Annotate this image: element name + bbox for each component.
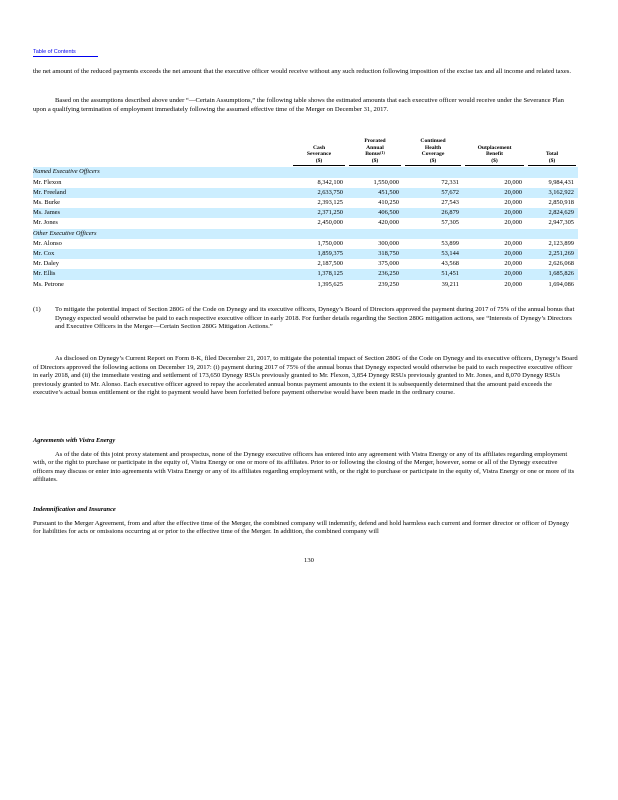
cell-outplacement: 20,000 <box>504 219 522 227</box>
cell-outplacement: 20,000 <box>504 280 522 288</box>
officer-name: Mr. Ellis <box>33 269 291 279</box>
table-row <box>33 239 578 249</box>
cell-outplacement: 20,000 <box>463 208 526 218</box>
table-row <box>33 259 578 269</box>
footnote-ref: (1) <box>380 150 385 156</box>
table-row <box>33 198 578 208</box>
section-row-named <box>33 167 578 177</box>
footnote-text: To mitigate the potential impact of Section 280G of the Code on Dynegy and its executive officers, Dynegy’s Board of Directors approved the payment during 2017 of 75% of the annual bonus that Dynegy expected would otherwise be paid to each respective executive officer in early 2018. For further details regarding the Section 280G mitigation actions, see “Interests of Dynegy’s Directors and Executive Officers in the Merger—Certain Section 280G Mitigation Actions.” <box>55 306 575 331</box>
indemnification-heading: Indemnification and Insurance <box>33 506 116 513</box>
officer-name: Mr. Freeland <box>33 188 291 198</box>
cell-bonus: 451,500 <box>347 188 403 198</box>
cell-outplacement: 20,000 <box>504 178 522 186</box>
indemnification-section <box>33 506 578 537</box>
officer-name: Ms. Petrone <box>33 280 64 288</box>
cell-cash: 8,342,100 <box>317 178 343 186</box>
cell-cash: 2,393,125 <box>317 198 343 206</box>
cell-health: 53,144 <box>403 249 463 259</box>
cell-total: 2,947,305 <box>548 219 574 227</box>
cell-cash: 1,378,125 <box>291 269 347 279</box>
cell-total: 2,850,918 <box>548 198 574 206</box>
table-row <box>33 280 578 290</box>
form-8k-paragraph: As disclosed on Dynegy’s Current Report on Form 8-K, filed December 21, 2017, to mitigate the potential impact of Section 280G of the Code on Dynegy and its executive officers, Dynegy’s Board of Directors approved the following actions on December 19, 2017: (i) payment during 2017 of 75% of the annual bonus that Dynegy expected would otherwise be paid to each respective executive officer in early 2018, and (ii) the immediate vesting and settlement of 173,650 Dynegy RSUs previously granted to Mr. Flexon, 3,854 Dynegy RSUs previously granted to Mr. Jones, and 8,070 Dynegy RSUs previously granted to Mr. Alonso. Each executive officer agreed to repay the accelerated annual bonus payment amounts to the extent it is subsequently determined that the amount paid exceeds the executive’s actual bonus entitlement or the right to payment would have been forfeited before payment otherwise would have been made in the ordinary course. <box>33 355 578 397</box>
intro-paragraph-2: Based on the assumptions described above under “—Certain Assumptions,” the following table shows the estimated amounts that each executive officer would receive under the Severance Plan upon a qualifying termination of employment immediately following the assumed effective time of the Merger on December 31, 2017. <box>33 97 564 113</box>
vistra-heading: Agreements with Vistra Energy <box>33 437 116 444</box>
cell-total: 2,824,629 <box>526 208 578 218</box>
cell-health: 27,543 <box>441 198 459 206</box>
header-outplacement: Outplacement Benefit ($) <box>463 138 526 167</box>
intro-paragraph-1: the net amount of the reduced payments exceeds the net amount that the executive officer would receive without any such reduction following imposition of the excise tax and all income and related taxes. <box>33 68 572 75</box>
cell-bonus: 375,000 <box>378 260 399 268</box>
footnote-marker: (1) <box>33 306 41 313</box>
cell-total: 2,123,899 <box>548 239 574 247</box>
table-header-row <box>33 138 578 167</box>
cell-outplacement: 20,000 <box>504 198 522 206</box>
header-prorated-bonus: Prorated Annual Bonus$^{(1)}$ ($) <box>347 138 403 167</box>
intro-table-lead <box>33 97 578 114</box>
table-row <box>33 269 578 279</box>
officer-name: Ms. James <box>33 208 291 218</box>
cell-bonus: 318,750 <box>347 249 403 259</box>
cell-outplacement: 20,000 <box>504 239 522 247</box>
cell-health: 26,879 <box>403 208 463 218</box>
cell-health: 57,305 <box>441 219 459 227</box>
section-row-other <box>33 229 578 239</box>
severance-table-container <box>33 138 578 290</box>
cell-bonus: 1,550,000 <box>373 178 399 186</box>
table-row <box>33 249 578 259</box>
cell-health: 51,451 <box>403 269 463 279</box>
intro-continuation <box>33 68 578 77</box>
cell-outplacement: 20,000 <box>463 269 526 279</box>
officer-name: Mr. Alonso <box>33 239 62 247</box>
cell-outplacement: 20,000 <box>463 249 526 259</box>
cell-bonus: 420,000 <box>378 219 399 227</box>
cell-outplacement: 20,000 <box>463 188 526 198</box>
header-total: Total ($) <box>526 138 578 167</box>
cell-cash: 2,371,250 <box>291 208 347 218</box>
cell-total: 1,685,826 <box>526 269 578 279</box>
cell-bonus: 239,250 <box>378 280 399 288</box>
cell-cash: 2,187,500 <box>317 260 343 268</box>
form-8k-section <box>33 355 578 398</box>
indemnification-paragraph: Pursuant to the Merger Agreement, from and after the effective time of the Merger, the combined company will indemnify, defend and hold harmless each current and former director or officer of Dynegy for liabilities for acts or omissions occurring at or prior to the effective time of the Merger. In addition, the combined company will <box>33 519 570 536</box>
cell-cash: 1,395,625 <box>317 280 343 288</box>
cell-total: 9,984,431 <box>548 178 574 186</box>
cell-outplacement: 20,000 <box>504 260 522 268</box>
footnote-1 <box>33 306 578 332</box>
cell-total: 2,251,269 <box>526 249 578 259</box>
header-name-col <box>33 138 291 167</box>
table-row <box>33 178 578 188</box>
cell-bonus: 406,500 <box>347 208 403 218</box>
section-label: Named Executive Officers <box>33 167 578 177</box>
officer-name: Ms. Burke <box>33 198 60 206</box>
header-health-coverage: Continued Health Coverage ($) <box>403 138 463 167</box>
table-row <box>33 188 578 198</box>
cell-bonus: 410,250 <box>378 198 399 206</box>
table-row <box>33 208 578 218</box>
vistra-section <box>33 437 578 485</box>
severance-table <box>33 138 578 290</box>
vistra-paragraph: As of the date of this joint proxy statement and prospectus, none of the Dynegy executive officers has entered into any agreement with Vistra Energy or any of its affiliates regarding employment with, or the right to purchase or participate in the equity of, Vistra Energy or one or more of its affiliates. Prior to or following the closing of the Merger, however, some or all of the Dynegy executive officers may discuss or enter into agreements with Vistra Energy or any of its affiliates regarding employment with, or the right to purchase or participate in the equity of, Vistra Energy or one or more of its affiliates. <box>33 450 575 484</box>
cell-cash: 2,450,000 <box>317 219 343 227</box>
officer-name: Mr. Daley <box>33 260 59 268</box>
header-cash-severance: Cash Severance ($) <box>291 138 347 167</box>
cell-health: 39,211 <box>441 280 459 288</box>
cell-bonus: 300,000 <box>378 239 399 247</box>
cell-health: 53,899 <box>441 239 459 247</box>
cell-bonus: 236,250 <box>347 269 403 279</box>
cell-total: 2,626,068 <box>548 260 574 268</box>
cell-cash: 1,859,375 <box>291 249 347 259</box>
cell-cash: 2,633,750 <box>291 188 347 198</box>
officer-name: Mr. Jones <box>33 219 58 227</box>
officer-name: Mr. Flexon <box>33 178 62 186</box>
table-of-contents-link[interactable]: Table of Contents <box>33 49 98 57</box>
cell-health: 72,331 <box>441 178 459 186</box>
section-label: Other Executive Officers <box>33 229 578 239</box>
cell-health: 57,672 <box>403 188 463 198</box>
cell-health: 43,568 <box>441 260 459 268</box>
cell-total: 1,694,086 <box>548 280 574 288</box>
page-number: 130 <box>304 557 314 564</box>
cell-cash: 1,750,000 <box>317 239 343 247</box>
cell-total: 3,162,922 <box>526 188 578 198</box>
officer-name: Mr. Cox <box>33 249 291 259</box>
table-row <box>33 218 578 228</box>
